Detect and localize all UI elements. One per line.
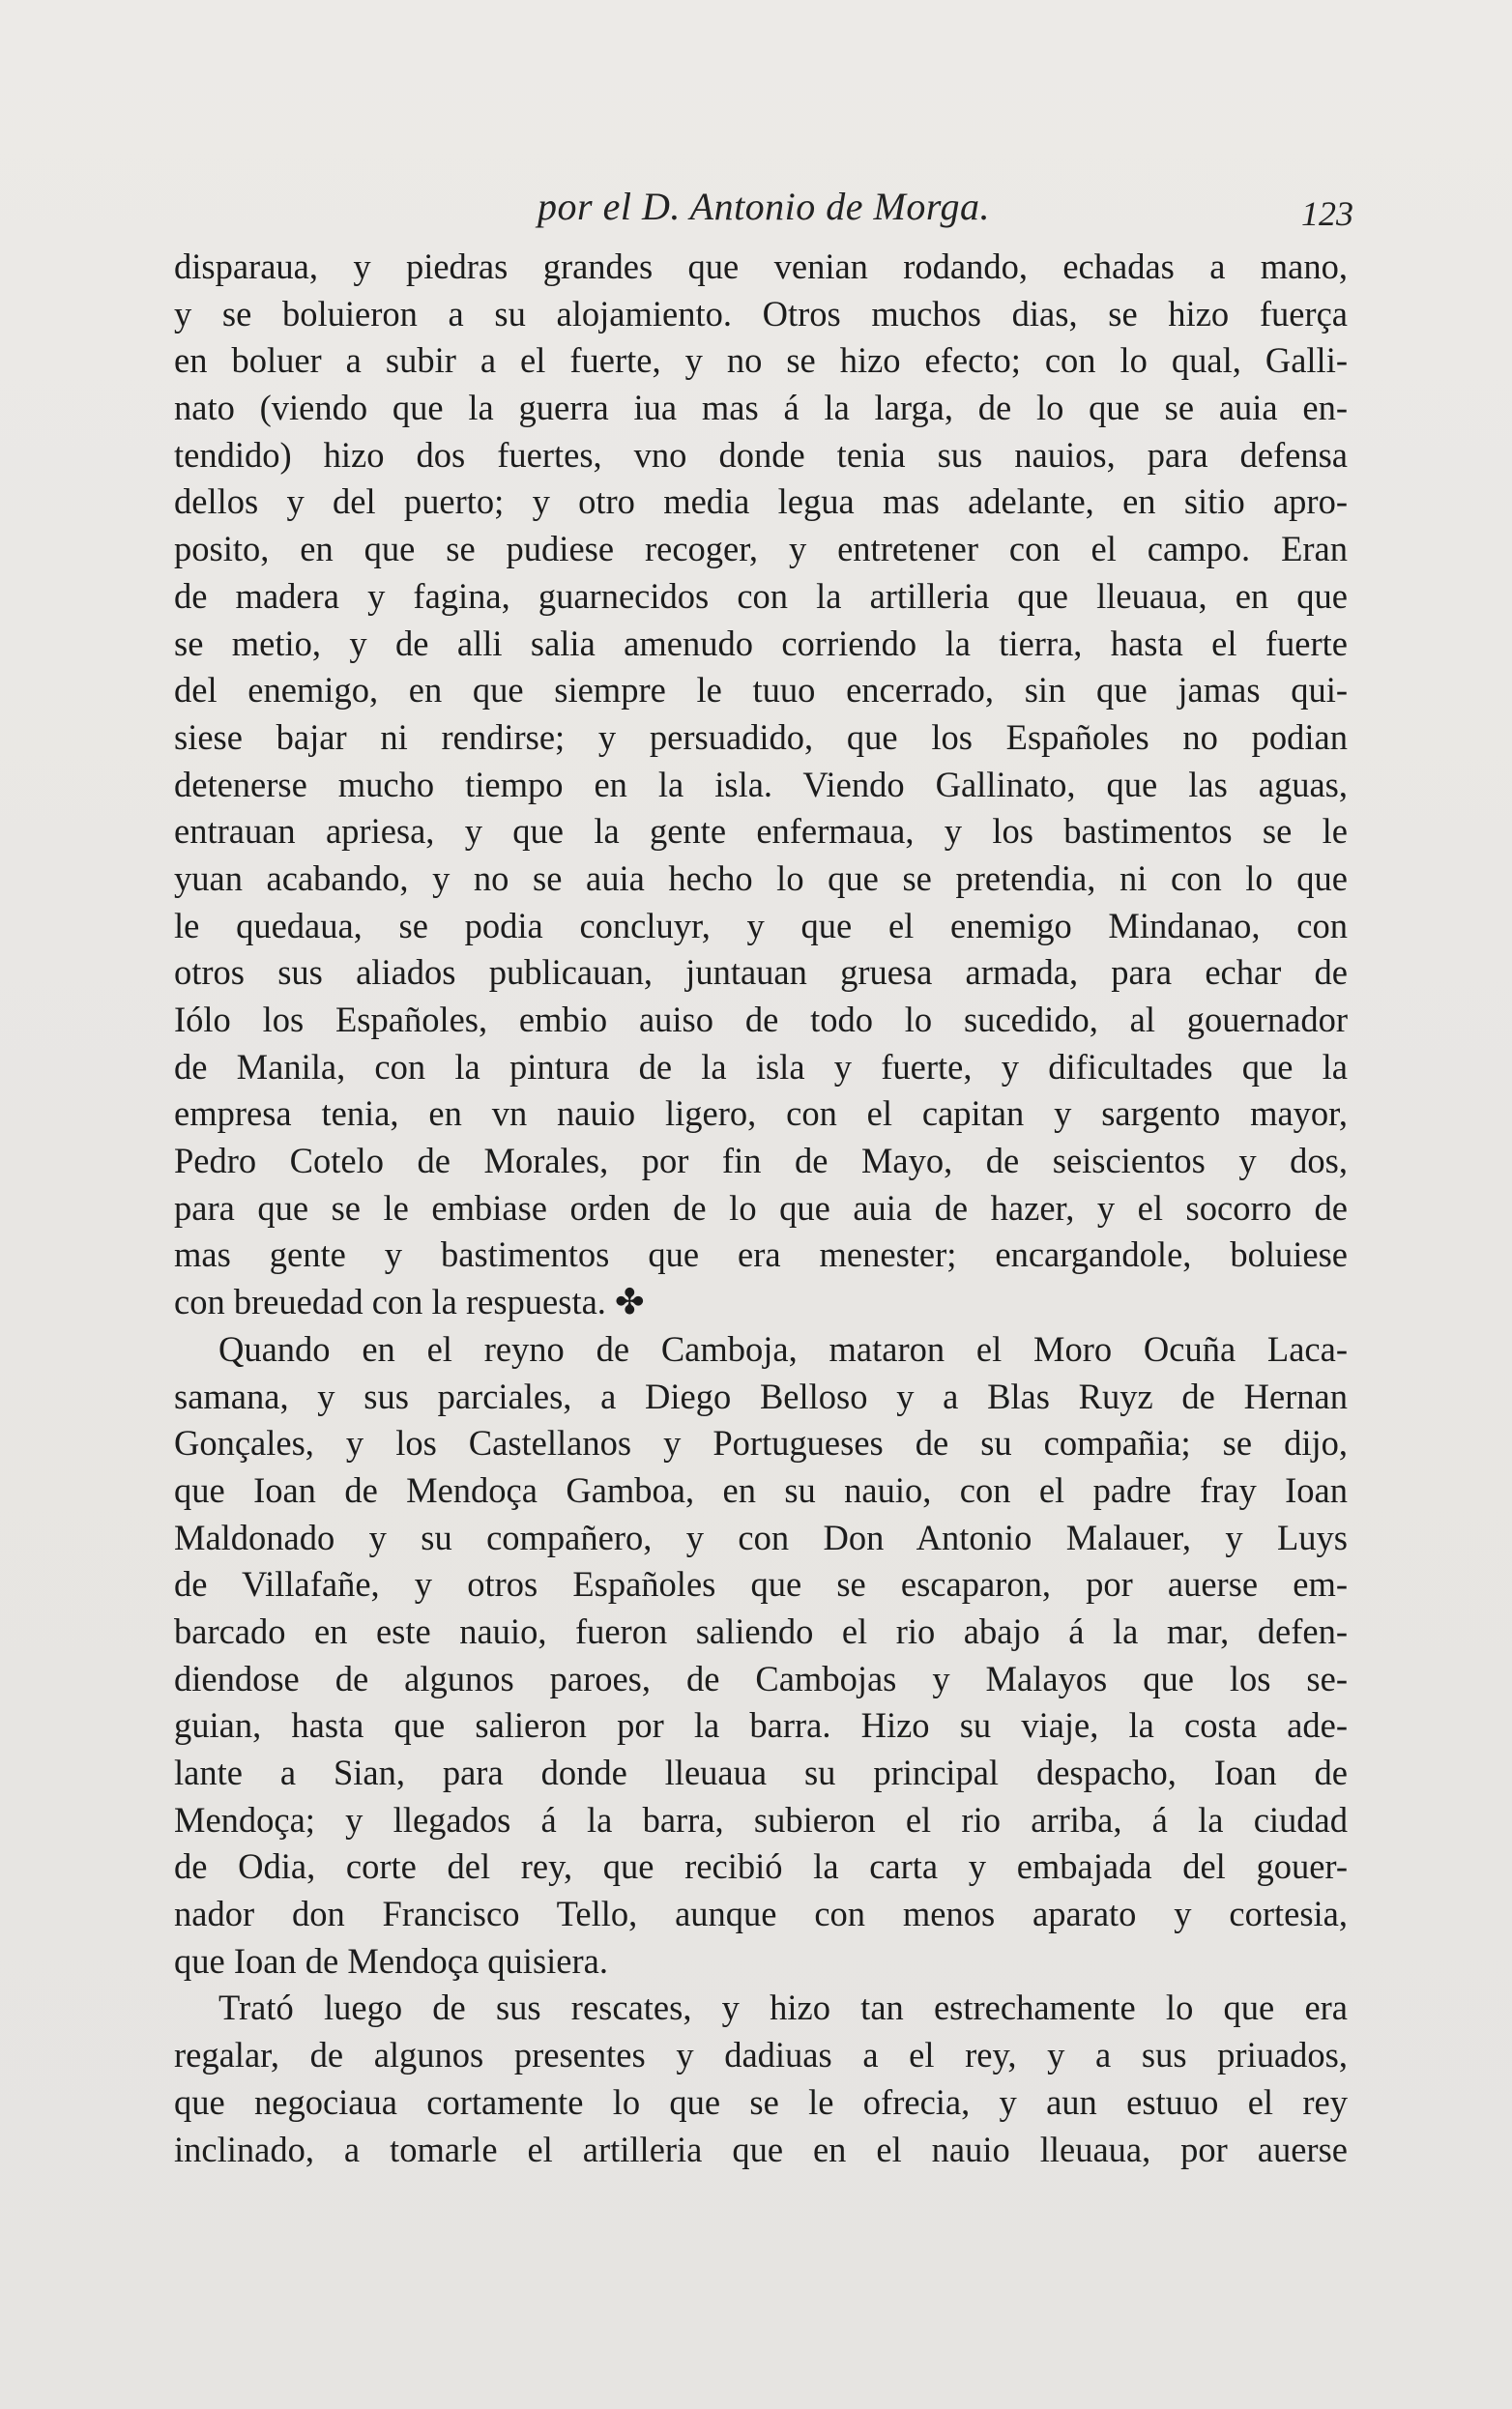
paragraph-1 <box>174 244 1348 1326</box>
text-line: se metio, y de alli salia amenudo corriendo la tierra, hasta el fuerte <box>174 623 1348 663</box>
text-line: Mendoça; y llegados á la barra, subieron el rio arriba, á la ciudad <box>174 1799 1348 1840</box>
text-line: posito, en que se pudiese recoger, y entretener con el campo. Eran <box>174 529 1348 569</box>
text-line: barcado en este nauio, fueron saliendo el rio abajo á la mar, defen- <box>174 1611 1348 1651</box>
running-head: por el D. Antonio de Morga. <box>538 185 990 228</box>
text-line: del enemigo, en que siempre le tuuo encerrado, sin que jamas qui- <box>174 670 1348 711</box>
text-line: mas gente y bastimentos que era menester; encargandole, boluiese <box>174 1234 1348 1275</box>
text-line: con breuedad con la respuesta. ✤ <box>174 1282 645 1322</box>
text-line: que Ioan de Mendoça quisiera. <box>174 1940 608 1981</box>
text-line: regalar, de algunos presentes y dadiuas a el rey, y a sus priuados, <box>174 2035 1348 2075</box>
text-line: Pedro Cotelo de Morales, por fin de Mayo, de seiscientos y dos, <box>174 1141 1348 1181</box>
text-line: guian, hasta que salieron por la barra. Hizo su viaje, la costa ade- <box>174 1705 1348 1746</box>
text-line: de madera y fagina, guarnecidos con la artilleria que lleuaua, en que <box>174 575 1348 616</box>
text-line: entrauan apriesa, y que la gente enfermaua, y los bastimentos se le <box>174 811 1348 852</box>
text-line: samana, y sus parciales, a Diego Belloso y a Blas Ruyz de Hernan <box>174 1376 1348 1416</box>
text-line: disparaua, y piedras grandes que venian rodando, echadas a mano, <box>174 247 1348 286</box>
text-line: de Villafañe, y otros Españoles que se escaparon, por auerse em- <box>174 1564 1348 1605</box>
text-line: Quando en el reyno de Camboja, mataron el Moro Ocuña Laca- <box>218 1328 1348 1369</box>
text-line: que Ioan de Mendoça Gamboa, en su nauio, con el padre fray Ioan <box>174 1469 1348 1510</box>
paragraph-3 <box>174 1985 1348 2173</box>
text-line: tendido) hizo dos fuertes, vno donde tenia sus nauios, para defensa <box>174 434 1348 475</box>
page-header <box>174 184 1353 242</box>
text-line: dellos y del puerto; y otro media legua mas adelante, en sitio apro- <box>174 481 1348 522</box>
text-line: otros sus aliados publicauan, juntauan gruesa armada, para echar de <box>174 952 1348 993</box>
text-line: siese bajar ni rendirse; y persuadido, que los Españoles no podian <box>174 716 1348 757</box>
text-line: de Odia, corte del rey, que recibió la carta y embajada del gouer- <box>174 1846 1348 1887</box>
text-line: y se boluieron a su alojamiento. Otros muchos dias, se hizo fuerça <box>174 293 1348 334</box>
text-line: Trató luego de sus rescates, y hizo tan estrechamente lo que era <box>218 1988 1348 2028</box>
text-line: detenerse mucho tiempo en la isla. Viendo Gallinato, que las aguas, <box>174 764 1348 804</box>
text-line: Gonçales, y los Castellanos y Portugueses de su compañia; se dijo, <box>174 1423 1348 1464</box>
text-line: para que se le embiase orden de lo que auia de hazer, y el socorro de <box>174 1187 1348 1228</box>
text-line: de Manila, con la pintura de la isla y fuerte, y dificultades que la <box>174 1046 1348 1087</box>
text-line: le quedaua, se podia concluyr, y que el enemigo Mindanao, con <box>174 905 1348 945</box>
text-line: inclinado, a tomarle el artilleria que en el nauio lleuaua, por auerse <box>174 2129 1348 2169</box>
text-line: empresa tenia, en vn nauio ligero, con el capitan y sargento mayor, <box>174 1093 1348 1134</box>
text-line: en boluer a subir a el fuerte, y no se hizo efecto; con lo qual, Galli- <box>174 340 1348 381</box>
text-line: nato (viendo que la guerra iua mas á la larga, de lo que se auia en- <box>174 388 1348 428</box>
text-line: Maldonado y su compañero, y con Don Antonio Malauer, y Luys <box>174 1517 1348 1557</box>
text-line: diendose de algunos paroes, de Cambojas y Malayos que los se- <box>174 1658 1348 1698</box>
page-number: 123 <box>1301 194 1353 233</box>
text-line: yuan acabando, y no se auia hecho lo que se pretendia, ni con lo que <box>174 857 1348 898</box>
text-line: lante a Sian, para donde lleuaua su principal despacho, Ioan de <box>174 1753 1348 1792</box>
text-line: nador don Francisco Tello, aunque con menos aparato y cortesia, <box>174 1894 1348 1934</box>
text-line: Iólo los Españoles, embio auiso de todo lo sucedido, al gouernador <box>174 1000 1348 1039</box>
text-line: que negociaua cortamente lo que se le ofrecia, y aun estuuo el rey <box>174 2081 1348 2122</box>
body-text <box>174 244 1348 2173</box>
paragraph-2 <box>174 1326 1348 1986</box>
